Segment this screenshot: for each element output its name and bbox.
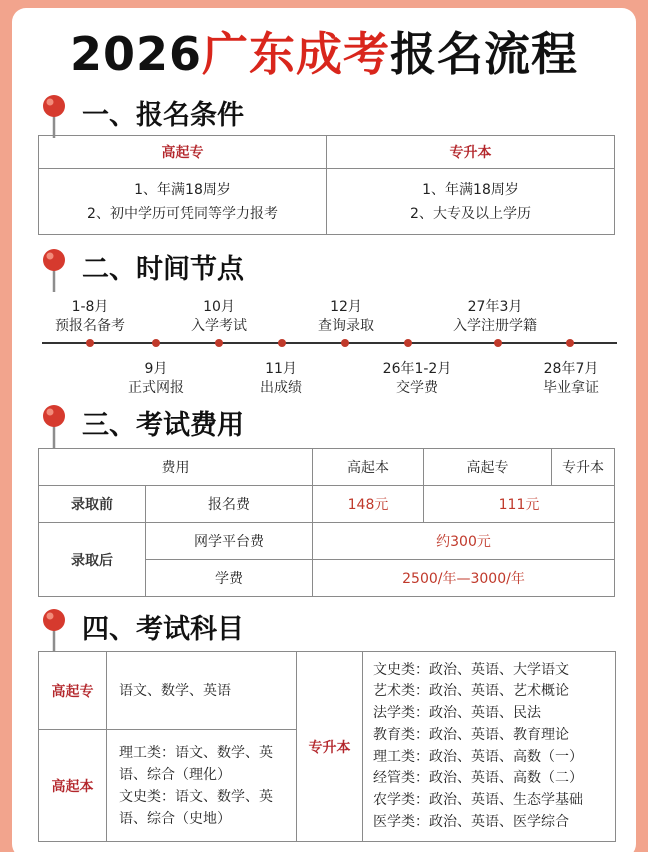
subject-line: 语、综合（史地）	[119, 810, 231, 827]
gqz-conditions	[39, 169, 327, 235]
title-rest: 报名流程	[390, 27, 579, 81]
fee-value-all: 约300元	[313, 523, 615, 560]
timeline-dot	[278, 339, 286, 347]
timeline-event: 预报名备考	[55, 318, 125, 334]
subject-line: 艺术类：政治、英语、艺术概论	[373, 683, 569, 700]
timeline-date: 12月	[330, 299, 362, 315]
zsb-conditions	[327, 169, 615, 235]
subject-line: 文史类：政治、英语、大学语文	[373, 661, 569, 678]
timeline-dot	[215, 339, 223, 347]
conditions-table	[38, 135, 615, 235]
title-year: 2026	[69, 27, 203, 81]
fee-item: 报名费	[146, 486, 313, 523]
fees-table	[38, 448, 615, 597]
subjects-gqz-list: 语文、数学、英语	[107, 652, 297, 730]
timeline-date: 1-8月	[71, 299, 109, 315]
timeline	[12, 290, 636, 400]
pushpin-icon	[40, 246, 70, 294]
timeline-item	[291, 298, 401, 336]
subject-line: 农学类：政治、英语、生态学基础	[373, 791, 583, 808]
fees-after-label: 录取后	[39, 523, 146, 597]
timeline-dot	[341, 339, 349, 347]
fee-value-gqb: 148元	[313, 486, 424, 523]
subject-line: 理工类：政治、英语、高数（一）	[373, 748, 583, 765]
condition-line: 2、初中学历可凭同等学力报考	[87, 205, 278, 222]
subject-line: 语、综合（理化）	[119, 766, 231, 783]
poster-card	[12, 8, 636, 852]
subject-line: 医学类：政治、英语、医学综合	[373, 813, 569, 830]
pushpin-icon	[40, 92, 70, 140]
subjects-zsb-label: 专升本	[297, 652, 363, 842]
timeline-event: 毕业拿证	[543, 380, 599, 396]
timeline-item	[430, 298, 560, 336]
fee-item: 网学平台费	[146, 523, 313, 560]
timeline-date: 27年3月	[467, 299, 523, 315]
condition-line: 1、年满18周岁	[422, 181, 519, 198]
timeline-item	[164, 298, 274, 336]
timeline-event: 出成绩	[260, 380, 302, 396]
timeline-dot	[494, 339, 502, 347]
timeline-event: 查询录取	[318, 318, 374, 334]
timeline-item	[35, 298, 145, 336]
timeline-dot	[404, 339, 412, 347]
timeline-date: 11月	[265, 361, 297, 377]
fees-header-gqb: 高起本	[313, 449, 424, 486]
section-title: 二、时间节点	[82, 254, 244, 285]
condition-line: 1、年满18周岁	[134, 181, 231, 198]
section-title: 一、报名条件	[82, 100, 244, 131]
timeline-event: 正式网报	[128, 380, 184, 396]
subject-line: 理工类：语文、数学、英	[119, 744, 273, 761]
fees-header-item: 费用	[39, 449, 313, 486]
subject-line: 法学类：政治、英语、民法	[373, 705, 541, 722]
timeline-date: 28年7月	[543, 361, 599, 377]
timeline-dot	[86, 339, 94, 347]
timeline-date: 9月	[144, 361, 168, 377]
timeline-dot	[566, 339, 574, 347]
timeline-item	[362, 360, 472, 398]
timeline-axis	[42, 342, 617, 344]
fees-header-gqz: 高起专	[424, 449, 552, 486]
fee-value-rest: 111元	[424, 486, 615, 523]
header-gqz: 高起专	[39, 136, 327, 169]
header-zsb: 专升本	[327, 136, 615, 169]
subjects-zsb-list	[363, 652, 616, 842]
timeline-date: 10月	[203, 299, 235, 315]
subject-line: 文史类：语文、数学、英	[119, 788, 273, 805]
fee-item: 学费	[146, 560, 313, 597]
pushpin-icon	[40, 402, 70, 450]
fees-before-label: 录取前	[39, 486, 146, 523]
subjects-gqb-list	[107, 730, 297, 842]
subjects-gqz-label: 高起专	[39, 652, 107, 730]
page-title	[12, 22, 636, 86]
fees-header-zsb: 专升本	[552, 449, 615, 486]
condition-line: 2、大专及以上学历	[410, 205, 531, 222]
timeline-item	[226, 360, 336, 398]
subject-line: 教育类：政治、英语、教育理论	[373, 726, 569, 743]
section-title: 四、考试科目	[82, 614, 244, 645]
timeline-event: 交学费	[396, 380, 438, 396]
timeline-date: 26年1-2月	[382, 361, 452, 377]
title-highlight: 广东成考	[202, 27, 391, 81]
timeline-event: 入学注册学籍	[453, 318, 537, 334]
pushpin-icon	[40, 606, 70, 654]
timeline-item	[101, 360, 211, 398]
subjects-table	[38, 651, 616, 842]
section-title: 三、考试费用	[82, 410, 244, 441]
subject-line: 经管类：政治、英语、高数（二）	[373, 770, 583, 787]
timeline-dot	[152, 339, 160, 347]
subjects-gqb-label: 高起本	[39, 730, 107, 842]
fee-value-all: 2500/年—3000/年	[313, 560, 615, 597]
timeline-event: 入学考试	[191, 318, 247, 334]
timeline-item	[516, 360, 626, 398]
